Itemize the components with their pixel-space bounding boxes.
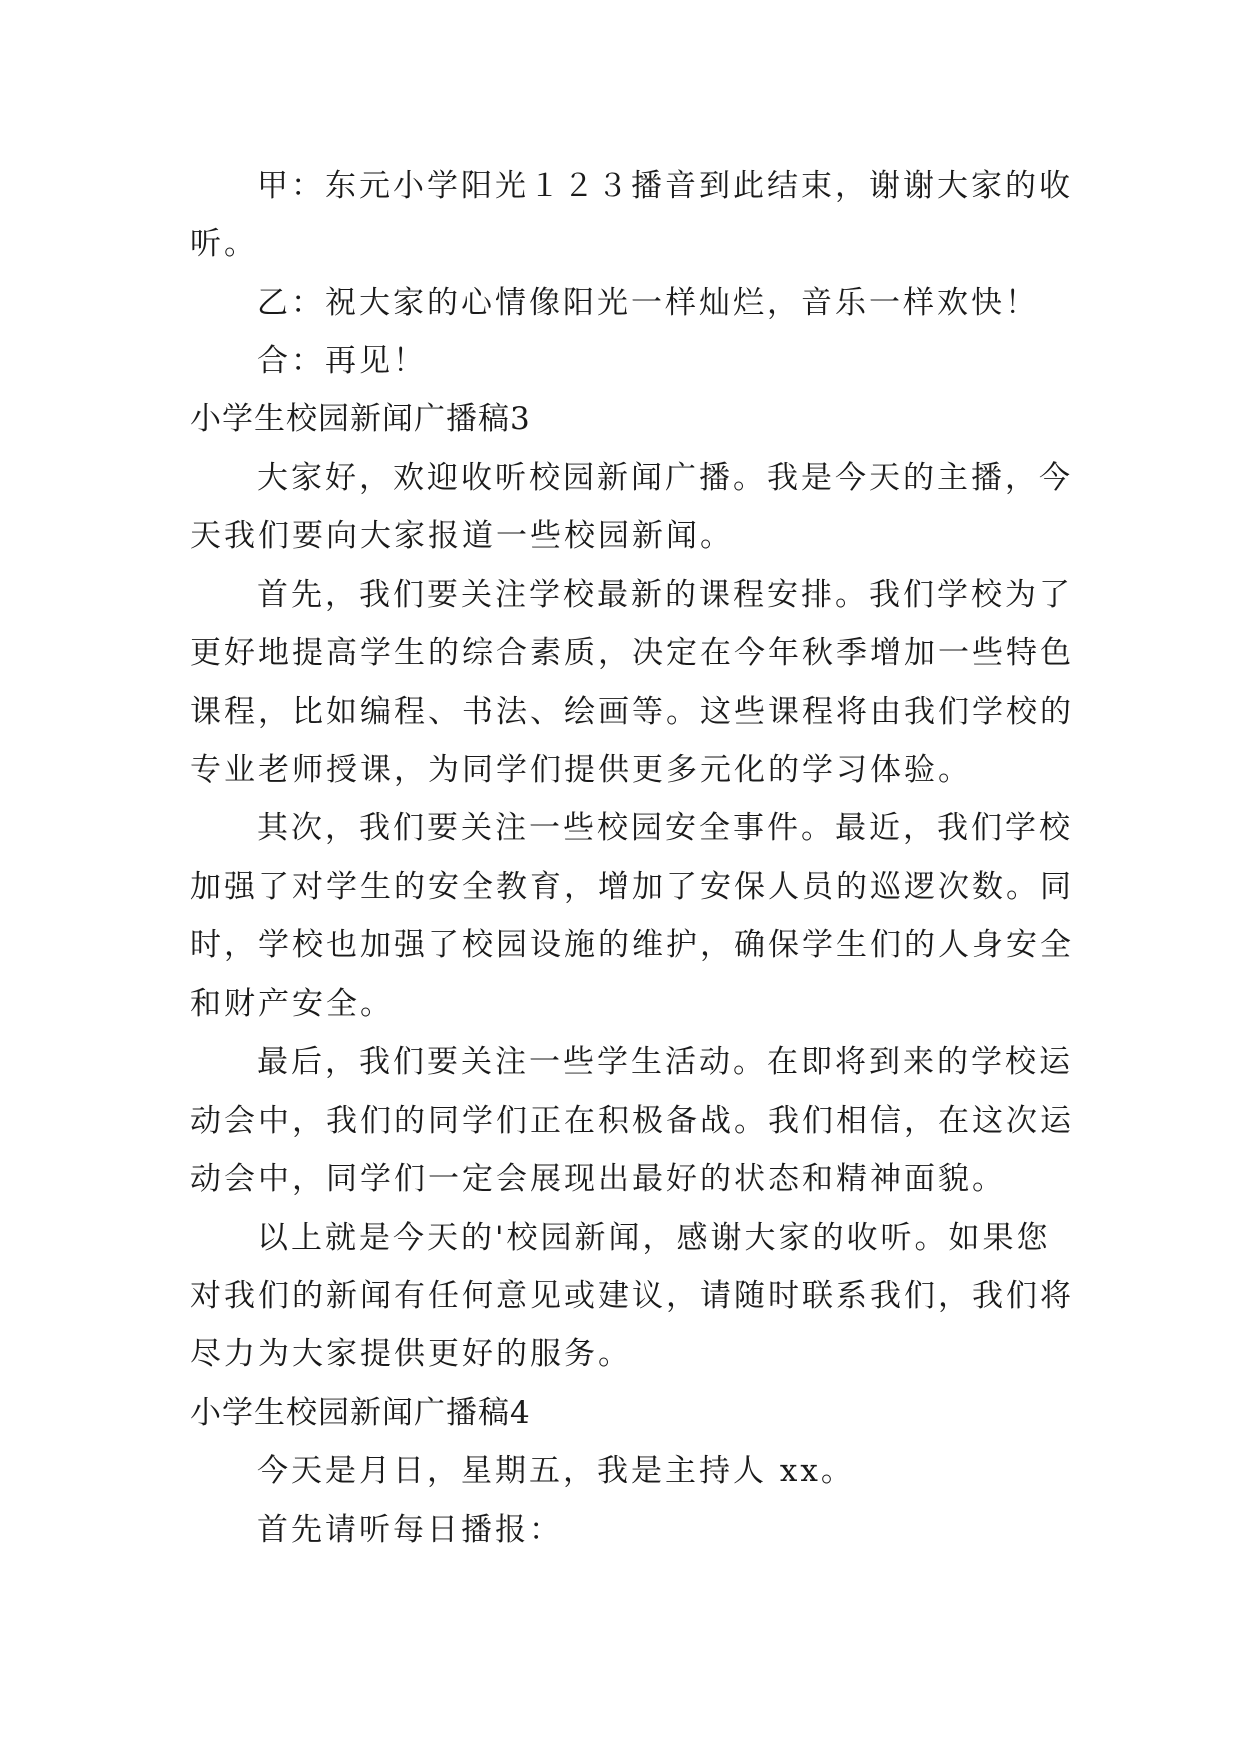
paragraph-line: 乙：祝大家的心情像阳光一样灿烂，音乐一样欢快！ <box>257 285 1039 321</box>
paragraph-line: 加强了对学生的安全教育，增加了安保人员的巡逻次数。同 <box>190 869 1074 905</box>
paragraph-line: 其次，我们要关注一些校园安全事件。最近，我们学校 <box>257 810 1073 846</box>
section-heading: 小学生校园新闻广播稿4 <box>190 1395 531 1431</box>
paragraph-line: 最后，我们要关注一些学生活动。在即将到来的学校运 <box>257 1044 1073 1080</box>
section-heading: 小学生校园新闻广播稿3 <box>190 401 531 437</box>
paragraph-line: 天我们要向大家报道一些校园新闻。 <box>190 518 734 554</box>
paragraph-line: 更好地提高学生的综合素质，决定在今年秋季增加一些特色 <box>190 635 1074 671</box>
paragraph-line: 首先，我们要关注学校最新的课程安排。我们学校为了 <box>257 577 1073 613</box>
paragraph-line: 今天是月日，星期五，我是主持人 xx。 <box>257 1453 855 1489</box>
paragraph-line: 甲：东元小学阳光１２３播音到此结束，谢谢大家的收 <box>257 168 1073 204</box>
paragraph-line: 动会中，同学们一定会展现出最好的状态和精神面貌。 <box>190 1161 1006 1197</box>
paragraph-line: 时，学校也加强了校园设施的维护，确保学生们的人身安全 <box>190 927 1074 963</box>
paragraph-line: 尽力为大家提供更好的服务。 <box>190 1336 632 1372</box>
paragraph-line: 首先请听每日播报： <box>257 1512 563 1548</box>
paragraph-line: 听。 <box>190 226 258 262</box>
paragraph-line: 合：再见！ <box>257 343 427 379</box>
paragraph-line: 对我们的新闻有任何意见或建议，请随时联系我们，我们将 <box>190 1278 1074 1314</box>
paragraph-line: 大家好，欢迎收听校园新闻广播。我是今天的主播，今 <box>257 460 1073 496</box>
paragraph-line: 专业老师授课，为同学们提供更多元化的学习体验。 <box>190 752 972 788</box>
paragraph-line: 课程，比如编程、书法、绘画等。这些课程将由我们学校的 <box>190 694 1074 730</box>
paragraph-line: 和财产安全。 <box>190 986 394 1022</box>
paragraph-line: 动会中，我们的同学们正在积极备战。我们相信，在这次运 <box>190 1103 1074 1139</box>
paragraph-line: 以上就是今天的'校园新闻，感谢大家的收听。如果您 <box>257 1220 1051 1256</box>
